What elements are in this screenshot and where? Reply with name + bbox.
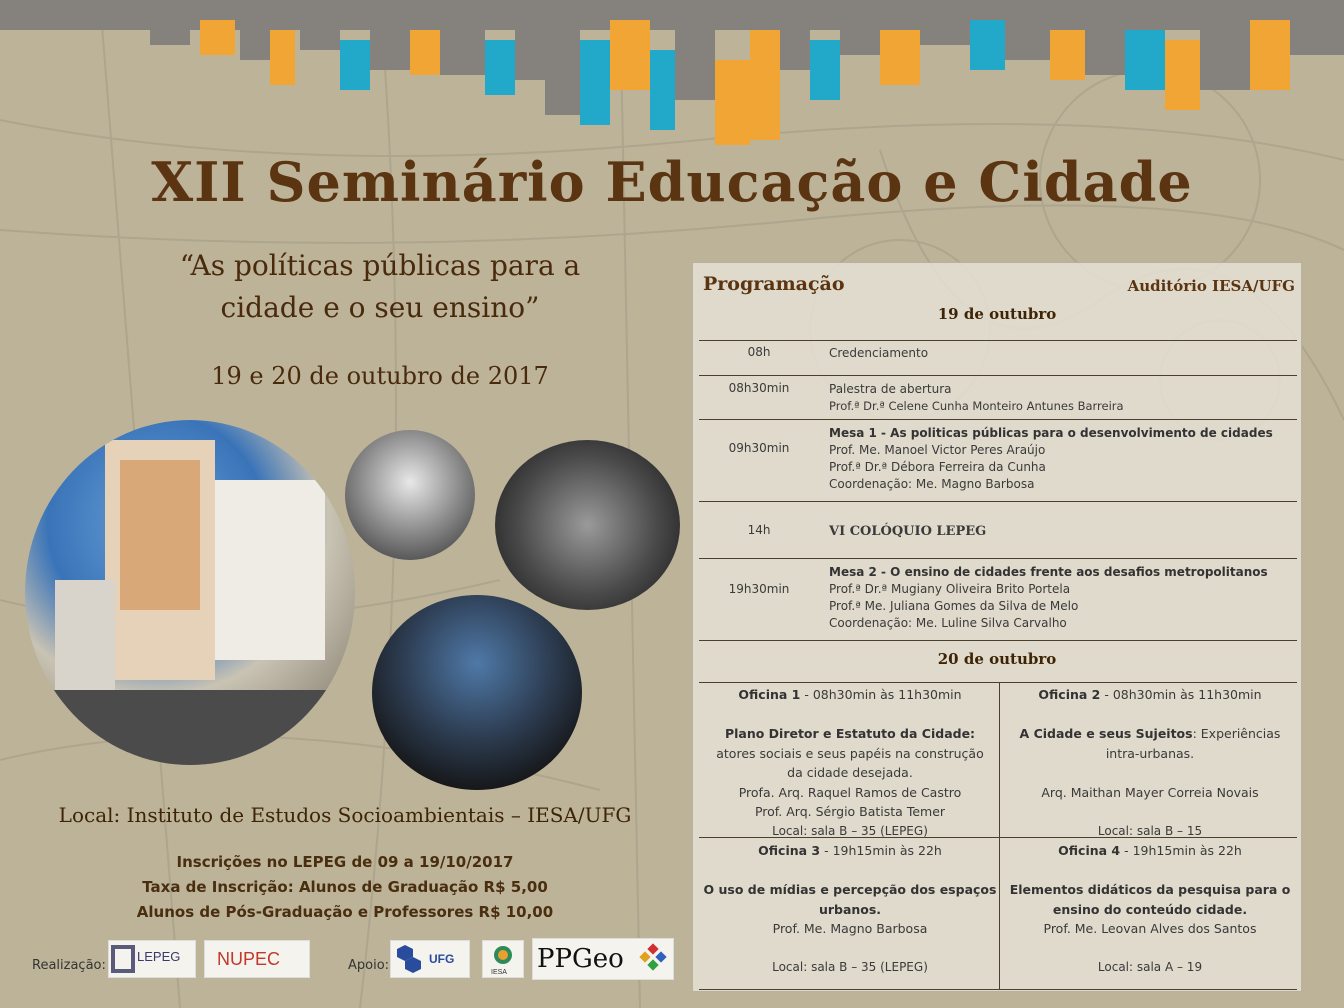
workshop-room: Local: sala A – 19 xyxy=(1097,960,1203,974)
ppgeo-logo-text: PPGeo xyxy=(537,944,624,974)
nupec-logo xyxy=(204,940,310,978)
schedule-title: Credenciamento xyxy=(829,346,929,360)
workshop-header xyxy=(701,841,999,861)
workshop-name: Oficina 3 xyxy=(758,843,821,858)
registration-info xyxy=(0,850,690,925)
ufg-logo xyxy=(390,940,470,978)
program-title: Programação xyxy=(703,273,845,295)
schedule-title: Mesa 2 - O ensino de cidades frente aos desafios metropolitanos xyxy=(829,565,1268,579)
program-venue: Auditório IESA/UFG xyxy=(1127,277,1295,295)
workshop-time: - 19h15min às 22h xyxy=(820,843,942,858)
fee-undergrad: Taxa de Inscrição: Alunos de Graduação R$ 5,00 xyxy=(142,878,548,896)
schedule-title: Palestra de abertura xyxy=(829,382,952,396)
speaker: Prof.ª Dr.ª Débora Ferreira da Cunha xyxy=(829,460,1046,474)
footer-logos xyxy=(30,938,680,978)
workshop-instructor: Prof. Me. Leovan Alves dos Santos xyxy=(1043,921,1257,936)
workshop-3 xyxy=(701,841,999,978)
workshop-time: - 08h30min às 11h30min xyxy=(1100,687,1262,702)
day-1-heading: 19 de outubro xyxy=(937,305,1057,323)
lepeg-logo-text: LEPEG xyxy=(137,949,181,964)
nupec-logo-text: NUPEC xyxy=(217,949,281,969)
divider xyxy=(699,558,1297,559)
workshop-header xyxy=(701,685,999,705)
workshop-header xyxy=(1001,685,1299,705)
workshop-desc: da cidade desejada. xyxy=(787,765,913,780)
iesa-logo xyxy=(482,940,524,978)
workshop-title: Elementos didáticos da pesquisa para o xyxy=(1009,882,1291,897)
workshop-1 xyxy=(701,685,999,841)
event-location: Local: Instituto de Estudos Socioambientais – IESA/UFG xyxy=(58,803,632,827)
speaker: Prof. Me. Manoel Victor Peres Araújo xyxy=(829,443,1046,457)
workshop-name: Oficina 2 xyxy=(1038,687,1101,702)
workshop-time: - 08h30min às 11h30min xyxy=(800,687,962,702)
speaker: Prof.ª Dr.ª Mugiany Oliveira Brito Portela xyxy=(829,582,1071,596)
building-graphic xyxy=(25,420,355,765)
coordinator: Coordenação: Me. Luline Silva Carvalho xyxy=(829,616,1067,630)
photo-night-sidewalk xyxy=(372,595,582,790)
registration-period: Inscrições no LEPEG de 09 a 19/10/2017 xyxy=(176,853,514,871)
workshop-instructor: Profa. Arq. Raquel Ramos de Castro xyxy=(738,784,962,800)
workshop-title: Plano Diretor e Estatuto da Cidade: xyxy=(724,726,976,741)
divider xyxy=(699,501,1297,502)
workshop-name: Oficina 4 xyxy=(1058,843,1121,858)
skyline-graphic xyxy=(0,0,1344,150)
workshop-instructor: Arq. Maithan Mayer Correia Novais xyxy=(1041,784,1259,800)
workshop-time: - 19h15min às 22h xyxy=(1120,843,1242,858)
divider xyxy=(699,375,1297,376)
workshop-desc: urbanos. xyxy=(818,901,882,917)
coordinator: Coordenação: Me. Magno Barbosa xyxy=(829,477,1035,491)
day-2-heading: 20 de outubro xyxy=(937,650,1057,668)
workshop-room: Local: sala B – 35 (LEPEG) xyxy=(772,960,928,974)
workshop-instructor: Prof. Arq. Sérgio Batista Temer xyxy=(754,804,946,819)
subtitle-line-2: cidade e o seu ensino” xyxy=(220,291,540,324)
divider xyxy=(699,837,1297,838)
speaker: Prof.ª Dr.ª Celene Cunha Monteiro Antunes Barreira xyxy=(829,399,1124,413)
apoio-label: Apoio: xyxy=(348,958,390,973)
workshop-title: A Cidade e seus Sujeitos xyxy=(1019,726,1193,741)
workshop-title-rest: : Experiências xyxy=(1192,726,1281,741)
event-subtitle xyxy=(150,245,610,329)
schedule-time: 09h30min xyxy=(728,441,790,455)
workshop-2 xyxy=(1001,685,1299,841)
schedule-time: 08h30min xyxy=(728,381,790,395)
workshop-desc: atores sociais e seus papéis na construção xyxy=(716,745,984,761)
workshop-name: Oficina 1 xyxy=(738,687,801,702)
workshop-header xyxy=(1001,841,1299,861)
schedule-title: VI COLÓQUIO LEPEG xyxy=(829,524,987,539)
photo-building-mural xyxy=(25,420,355,765)
schedule-time: 19h30min xyxy=(728,582,790,596)
fee-grad: Alunos de Pós-Graduação e Professores R$ 10,00 xyxy=(136,903,554,921)
event-title: XII Seminário Educação e Cidade xyxy=(151,150,1193,214)
divider xyxy=(699,640,1297,641)
speaker: Prof.ª Me. Juliana Gomes da Silva de Melo xyxy=(829,599,1079,613)
divider xyxy=(699,989,1297,990)
workshop-desc: intra-urbanas. xyxy=(1105,745,1195,761)
column-divider xyxy=(999,682,1000,989)
event-dates: 19 e 20 de outubro de 2017 xyxy=(211,362,549,390)
workshop-desc: ensino do conteúdo cidade. xyxy=(1052,901,1248,917)
divider xyxy=(699,419,1297,420)
photo-street-people xyxy=(345,430,475,560)
iesa-logo-text: IESA xyxy=(491,969,507,976)
workshop-room: Local: sala B – 15 xyxy=(1097,823,1203,838)
photo-market-vendor xyxy=(495,440,680,610)
divider xyxy=(699,682,1297,683)
program-panel xyxy=(692,262,1302,992)
lepeg-logo xyxy=(108,940,196,978)
workshop-title: O uso de mídias e percepção dos espaços xyxy=(703,882,997,897)
workshop-instructor: Prof. Me. Magno Barbosa xyxy=(772,921,928,936)
ppgeo-logo xyxy=(532,938,674,980)
divider xyxy=(699,340,1297,341)
ufg-logo-text: UFG xyxy=(429,952,455,966)
workshop-room: Local: sala B – 35 (LEPEG) xyxy=(772,823,928,838)
schedule-time: 14h xyxy=(747,523,771,537)
workshop-4 xyxy=(1001,841,1299,978)
realizacao-label: Realização: xyxy=(32,958,106,973)
schedule-time: 08h xyxy=(747,345,771,359)
subtitle-line-1: “As políticas públicas para a xyxy=(179,249,581,282)
schedule-title: Mesa 1 - As politicas públicas para o desenvolvimento de cidades xyxy=(829,426,1273,440)
